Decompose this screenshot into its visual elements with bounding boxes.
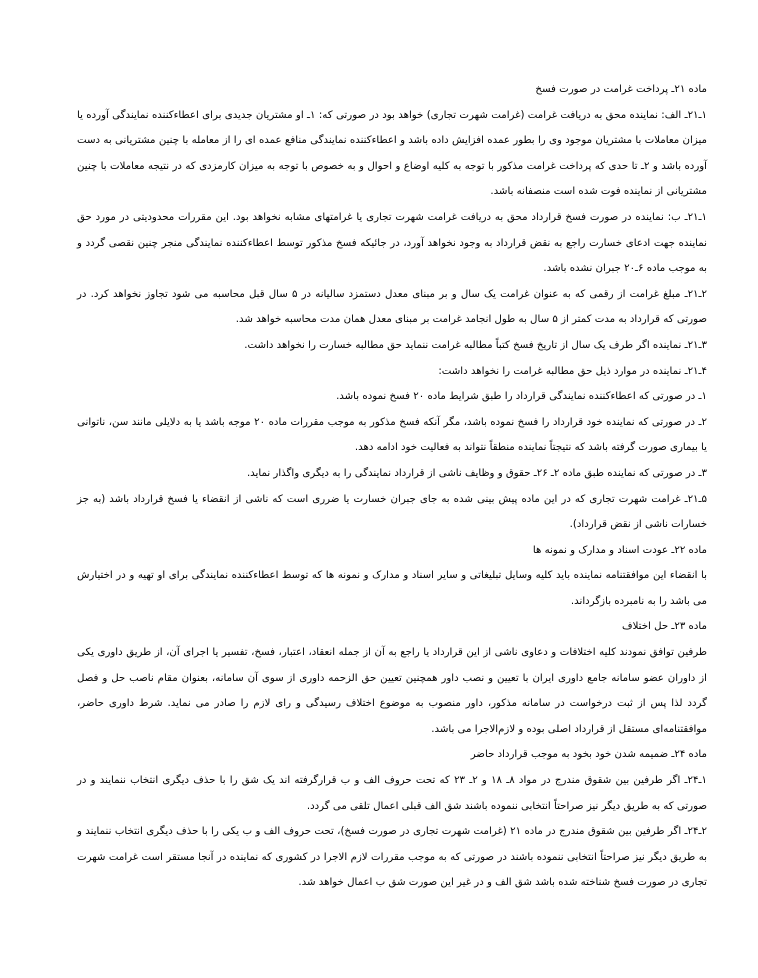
- paragraph: طرفین توافق نمودند کلیه اختلافات و دعاوی ناشی از این قرارداد یا راجع به آن از جمله انعقاد، اعتبار، فسخ، تفسیر یا اجرای آن، از طریق داوری یکی از داوران عضو سامانه جامع داوری ایران با تعیین و نصب داور همچنین تعیین حق الزحمه داوری از سوی آن سامانه، بعنوان مقام ناصب حل و فصل گردد لذا پس از ثبت درخواست در سامانه مذکور، داور منصوب به موضوع اختلاف رسیدگی و رای لازم را صادر می نماید. شرط داوری حاضر، موافقتنامه‌ای مستقل از قرارداد اصلی بوده و لازم‌الاجرا می باشد.: [77, 647, 707, 735]
- paragraph: ۲ـ۲۴ـ اگر طرفین بین شقوق مندرج در ماده ۲۱ (غرامت شهرت تجاری در صورت فسخ)، تحت حروف الف و ب یکی را با حذف دیگری انتخاب ننمایند و به طریق دیگر نیز صراحتاً انتخابی ننموده باشند در صورتی که به موجب مقررات لازم الاجرا در کشوری که نماینده در آنجا مستقر است غرامت شهرت تجاری در صورت فسخ شناخته شده باشد شق الف و در غیر این صورت شق ب اعمال خواهد شد.: [77, 826, 707, 889]
- paragraph: ۱ـ در صورتی که اعطاءکننده نمایندگی قرارداد را طبق شرایط ماده ۲۰ فسخ نموده باشد.: [336, 391, 707, 403]
- paragraph: ۳ـ در صورتی که نماینده طبق ماده ۲ـ ۲۶ـ حقوق و وظایف ناشی از قرارداد نمایندگی را به دیگری واگذار نماید.: [246, 467, 707, 479]
- paragraph: ۱ـ۲۱ـ الف: نماینده محق به دریافت غرامت (غرامت شهرت تجاری) خواهد بود در صورتی که: ۱ـ او مشتریان جدیدی برای اعطاءکننده نمایندگی آورده یا میزان معاملات با مشتریان موجود وی را بطور عمده افزایش داده باشد و اعطاءکننده نمایندگی منافع عمده ای را از معامله با چنین مشتریانی به دست آورده باشد و ۲ـ تا حدی که پرداخت غرامت مذکور با توجه به کلیه اوضاع و احوال و به خصوص با توجه به میزان کارمزدی که در نتیجه معاملات با چنین مشتریانی از نماینده فوت شده است منصفانه باشد.: [77, 109, 707, 198]
- section-heading: ماده ۲۴ـ ضمیمه شدن خود بخود به موجب قرارداد حاضر: [470, 749, 707, 761]
- paragraph: ۱ـ۲۱ـ ب: نماینده در صورت فسخ قرارداد محق به دریافت غرامت شهرت تجاری یا غرامتهای مشابه نخواهد بود. این مقررات محدودیتی در مورد حق نماینده جهت ادعای خسارت راجع به نقض قرارداد به وجود نخواهد آورد، در جائیکه فسخ مذکور توسط اعطاءکننده نمایندگی منجر چنین نقصی گردد و به موجب ماده ۶ـ۲۰ جبران نشده باشد.: [77, 211, 707, 275]
- paragraph: با انقضاء این موافقتنامه نماینده باید کلیه وسایل تبلیغاتی و سایر اسناد و مدارک و نمونه ها که توسط اعطاءکننده نمایندگی برای او تهیه و در اختیارش می باشد را به نامبرده بازگرداند.: [77, 570, 707, 607]
- paragraph: ۳ـ۲۱ـ نماینده اگر طرف یک سال از تاریخ فسخ کتباً مطالبه غرامت ننماید حق مطالبه خسارت را نخواهد داشت.: [244, 339, 707, 351]
- section-heading: ماده ۲۳ـ حل اختلاف: [622, 621, 707, 633]
- document-page: [77, 77, 707, 897]
- section-heading: ماده ۲۲ـ عودت اسناد و مدارک و نمونه ها: [532, 544, 707, 556]
- paragraph: ۱ـ۲۴ـ اگر طرفین بین شقوق مندرج در مواد ۸ـ ۱۸ و ۲ـ ۲۳ که تحت حروف الف و ب قرارگرفته اند یک شق را با حذف دیگری انتخاب ننمایند و در صورتی که به طریق دیگر نیز صراحتاً انتخابی ننموده باشند شق الف قبلی اعمال تلقی می گردد.: [77, 775, 707, 812]
- paragraph: ۲ـ در صورتی که نماینده خود قرارداد را فسخ نموده باشد، مگر آنکه فسخ مذکور به موجب مقررات ماده ۲۰ موجه باشد یا به دلایلی مانند سن، ناتوانی یا بیماری صورت گرفته باشد که نتیجتاً نماینده منطقاً نتواند به فعالیت خود ادامه دهد.: [77, 416, 707, 454]
- paragraph: ۲ـ۲۱ـ مبلغ غرامت از رقمی که به عنوان غرامت یک سال و بر مبنای معدل دستمزد سالیانه در ۵ سال قبل محاسبه می شود تجاوز نخواهد کرد. در صورتی که قرارداد به مدت کمتر از ۵ سال به طول انجامد غرامت بر مبنای معدل همان مدت محاسبه خواهد شد.: [77, 288, 707, 326]
- section-heading: ماده ۲۱ـ پرداخت غرامت در صورت فسخ: [535, 84, 707, 95]
- paragraph: ۵ـ۲۱ـ غرامت شهرت تجاری که در این ماده پیش بینی شده به جای جبران خسارت یا ضرری است که ناشی از انقضاء یا فسخ قرارداد باشد (به جز خسارات ناشی از نقض قرارداد).: [77, 493, 707, 531]
- paragraph: ۴ـ۲۱ـ نماینده در موارد ذیل حق مطالبه غرامت را نخواهد داشت:: [438, 365, 707, 377]
